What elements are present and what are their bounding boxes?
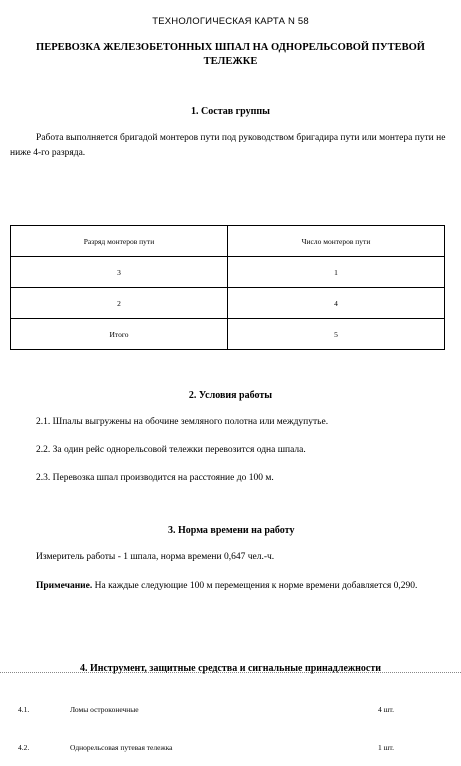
table-cell: 5 [228, 319, 445, 350]
tool-name: Ломы остроконечные [70, 705, 139, 714]
table-row [11, 319, 445, 350]
crew-table [10, 225, 445, 350]
section4-heading: 4. Инструмент, защитные средства и сигнальные принадлежности [79, 663, 382, 674]
section3-heading: 3. Норма времени на работу [168, 525, 295, 536]
tool-number: 4.1. [18, 705, 30, 714]
section1-text: Работа выполняется бригадой монтеров пути под руководством бригадира пути или монтера пути не ниже 4-го разряда. [10, 133, 446, 158]
tool-name: Однорельсовая путевая тележка [70, 743, 173, 752]
table-cell: 3 [11, 257, 228, 288]
note-text: На каждые следующие 100 м перемещения к норме времени добавляется 0,290. [92, 581, 418, 591]
table-cell: Итого [11, 319, 228, 350]
section1-heading: 1. Состав группы [191, 106, 270, 117]
section3-text: Измеритель работы - 1 шпала, норма времени 0,647 чел.-ч. [36, 552, 275, 562]
table-cell: 4 [228, 288, 445, 319]
table-cell: 1 [228, 257, 445, 288]
table-header-cell: Число монтеров пути [228, 226, 445, 257]
section2-heading: 2. Условия работы [188, 390, 273, 401]
tool-quantity: 4 шт. [378, 705, 394, 714]
section2-item: 2.1. Шпалы выгружены на обочине земляного полотна или междупутье. [36, 417, 329, 427]
tool-quantity: 1 шт. [378, 743, 394, 752]
document-title: ПЕРЕВОЗКА ЖЕЛЕЗОБЕТОННЫХ ШПАЛ НА ОДНОРЕЛЬСОВОЙ ПУТЕВОЙ ТЕЛЕЖКЕ [36, 42, 425, 67]
section3-note [10, 579, 445, 594]
section2-item: 2.3. Перевозка шпал производится на расстояние до 100 м. [36, 473, 274, 483]
table-row [11, 288, 445, 319]
table-header-row [11, 226, 445, 257]
table-cell: 2 [11, 288, 228, 319]
table-header-cell: Разряд монтеров пути [11, 226, 228, 257]
table-row [11, 257, 445, 288]
note-label: Примечание. [36, 581, 93, 591]
tool-number: 4.2. [18, 743, 30, 752]
document-kicker: ТЕХНОЛОГИЧЕСКАЯ КАРТА N 58 [152, 16, 309, 27]
section2-item: 2.2. За один рейс однорельсовой тележки перевозится одна шпала. [36, 445, 306, 455]
